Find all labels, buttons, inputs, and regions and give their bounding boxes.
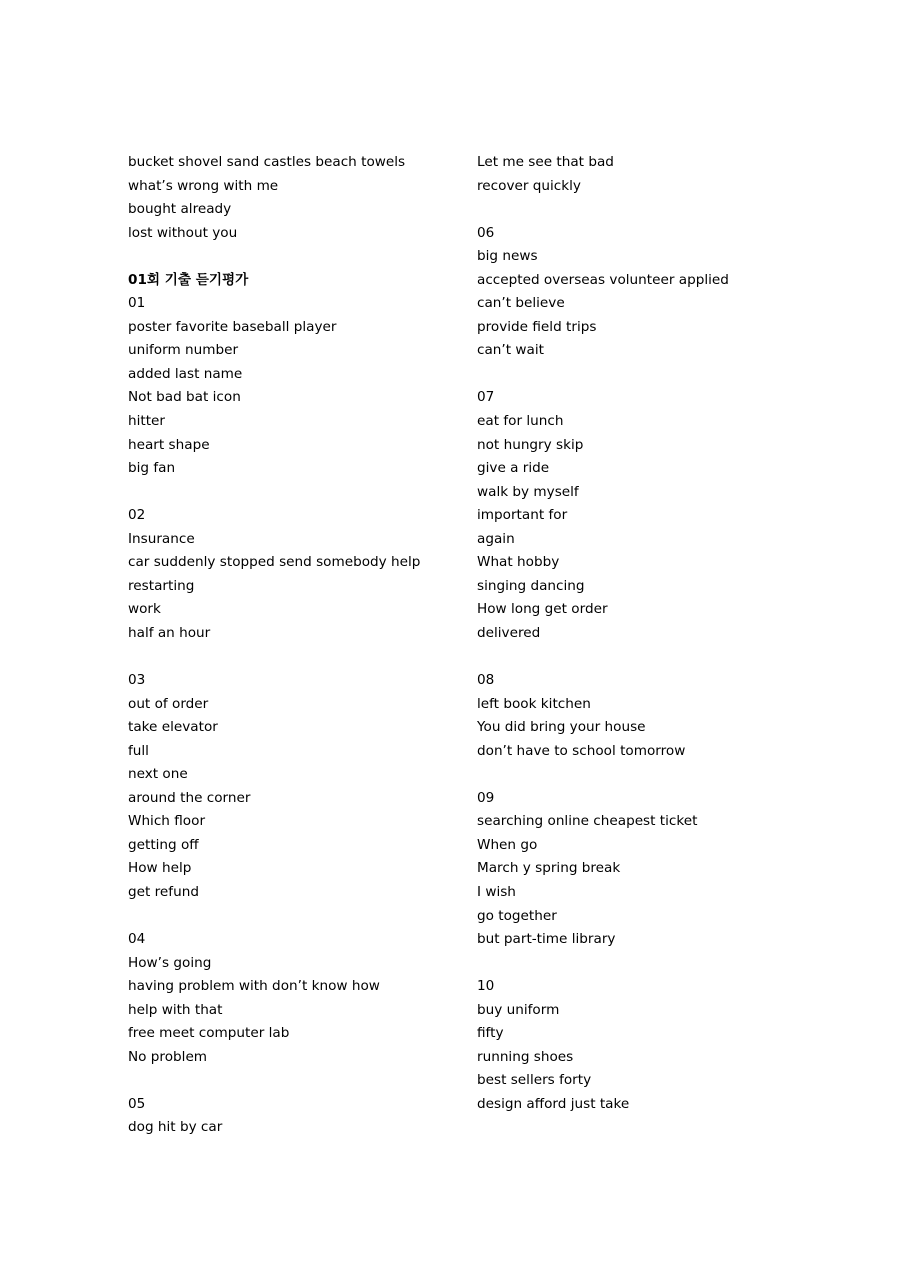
blank-line: [477, 363, 817, 387]
blank-line: [477, 198, 817, 222]
text-line: hitter: [128, 413, 166, 430]
text-line: No problem: [128, 1048, 208, 1065]
text-line: half an hour: [128, 624, 211, 641]
text-line: How long get order: [477, 601, 608, 618]
text-line: walk by myself: [477, 483, 579, 500]
text-line: Which floor: [128, 813, 206, 830]
text-line: work: [128, 601, 161, 618]
text-line: out of order: [128, 695, 209, 712]
text-line: help with that: [128, 1001, 223, 1018]
question-number: 03: [128, 672, 146, 689]
text-line: poster favorite baseball player: [128, 318, 337, 335]
text-line: How’s going: [128, 954, 212, 971]
text-line: full: [128, 742, 149, 759]
blank-line: [128, 905, 468, 929]
text-line: design afford just take: [477, 1095, 630, 1112]
question-number: 09: [477, 789, 495, 806]
question-number: 02: [128, 507, 146, 524]
text-line: can’t wait: [477, 342, 544, 359]
text-line: take elevator: [128, 719, 218, 736]
text-line: left book kitchen: [477, 695, 591, 712]
text-line: again: [477, 530, 515, 547]
text-line: dog hit by car: [128, 1119, 223, 1136]
text-line: go together: [477, 907, 557, 924]
right-column: [477, 151, 817, 1116]
text-line: around the corner: [128, 789, 251, 806]
text-line: restarting: [128, 577, 195, 594]
text-line: recover quickly: [477, 177, 581, 194]
text-line: getting off: [128, 836, 199, 853]
blank-line: [477, 952, 817, 976]
text-line: bucket shovel sand castles beach towels: [128, 154, 406, 170]
text-line: running shoes: [477, 1048, 574, 1065]
blank-line: [128, 245, 468, 269]
text-line: get refund: [128, 883, 199, 900]
text-line: Not bad bat icon: [128, 389, 241, 406]
blank-line: [128, 481, 468, 505]
question-number: 07: [477, 389, 495, 406]
question-number: 05: [128, 1095, 146, 1112]
text-line: give a ride: [477, 460, 550, 477]
text-line: having problem with don’t know how: [128, 978, 380, 995]
text-line: I wish: [477, 883, 516, 900]
question-number: 10: [477, 978, 495, 995]
question-number: 01: [128, 295, 146, 312]
text-line: When go: [477, 836, 538, 853]
text-line: March y spring break: [477, 860, 621, 877]
text-line: can’t believe: [477, 295, 565, 312]
text-line: provide field trips: [477, 318, 597, 335]
text-line: What hobby: [477, 554, 560, 571]
text-line: bought already: [128, 201, 232, 218]
text-line: don’t have to school tomorrow: [477, 742, 686, 759]
text-line: car suddenly stopped send somebody help: [128, 554, 421, 571]
question-number: 04: [128, 931, 146, 948]
text-line: accepted overseas volunteer applied: [477, 271, 729, 288]
text-line: Insurance: [128, 530, 195, 547]
text-line: delivered: [477, 624, 541, 641]
question-number: 06: [477, 224, 495, 241]
text-line: searching online cheapest ticket: [477, 813, 698, 830]
text-line: next one: [128, 766, 188, 783]
text-line: added last name: [128, 365, 243, 382]
text-line: uniform number: [128, 342, 239, 359]
text-line: lost without you: [128, 224, 238, 241]
text-line: important for: [477, 507, 568, 524]
text-line: singing dancing: [477, 577, 585, 594]
text-line: eat for lunch: [477, 413, 564, 430]
blank-line: [477, 763, 817, 787]
text-line: best sellers forty: [477, 1072, 592, 1089]
question-number: 08: [477, 672, 495, 689]
text-line: what’s wrong with me: [128, 177, 279, 194]
text-line: heart shape: [128, 436, 210, 453]
text-line: Let me see that bad: [477, 154, 614, 170]
blank-line: [477, 645, 817, 669]
section-heading: 01회 기출 듣기평가: [128, 271, 249, 288]
text-line: buy uniform: [477, 1001, 560, 1018]
blank-line: [128, 1069, 468, 1093]
text-line: big news: [477, 248, 538, 265]
text-line: but part-time library: [477, 931, 616, 948]
left-column: [128, 151, 468, 1140]
text-line: free meet computer lab: [128, 1025, 290, 1042]
blank-line: [128, 645, 468, 669]
text-line: You did bring your house: [477, 719, 646, 736]
text-line: fifty: [477, 1025, 504, 1042]
text-line: not hungry skip: [477, 436, 584, 453]
text-line: big fan: [128, 460, 176, 477]
text-line: How help: [128, 860, 192, 877]
